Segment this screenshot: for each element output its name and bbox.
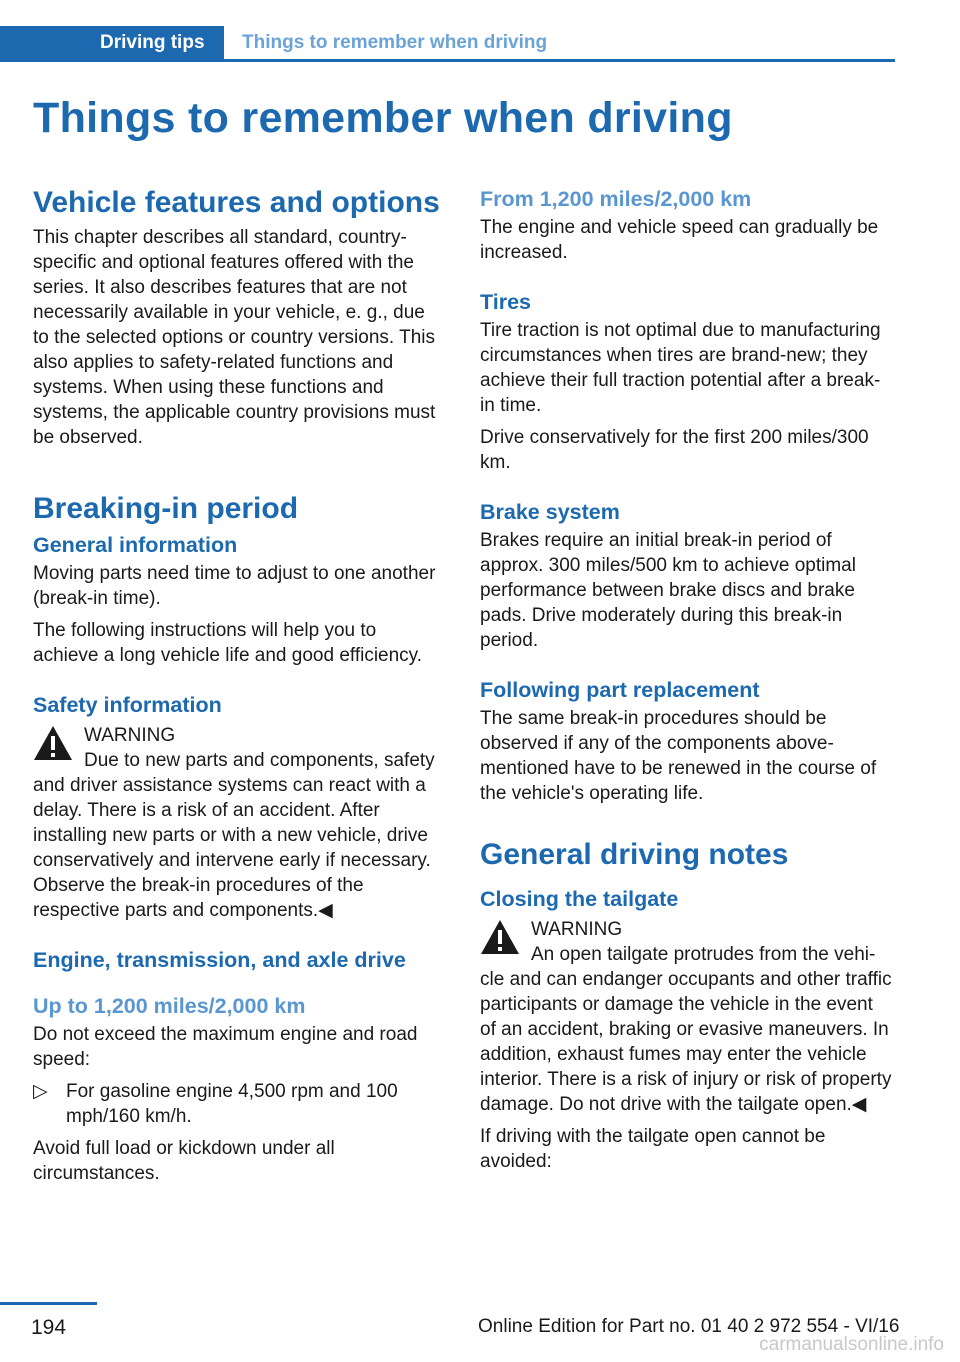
heading-vehicle-features: Vehicle features and options	[33, 186, 440, 219]
heading-breaking-in: Breaking-in period	[33, 492, 299, 525]
warning-lead: An open tailgate protrudes from the vehi-	[531, 944, 876, 965]
header-rule	[0, 59, 895, 62]
heading-closing-tailgate: Closing the tailgate	[480, 887, 679, 911]
heading-brake-system: Brake system	[480, 500, 620, 524]
warning-triangle-icon	[33, 725, 73, 761]
warning-lead: Due to new parts and components,	[84, 750, 379, 771]
left-column	[33, 185, 445, 1193]
footer-rule	[0, 1302, 97, 1305]
heading-tires: Tires	[480, 290, 531, 314]
heading-safety-information: Safety information	[33, 693, 222, 717]
warning-triangle-icon	[480, 919, 520, 955]
heading-general-driving-notes: General driving notes	[480, 838, 789, 871]
warning-label: WARNING	[84, 725, 176, 746]
warning-label: WARNING	[531, 919, 623, 940]
warning-text	[33, 748, 445, 923]
edition-text: Online Edition for Part no. 01 40 2 972 554 - VI/16	[478, 1316, 900, 1337]
right-column	[480, 185, 892, 1181]
header-section-tab[interactable]: Driving tips	[0, 26, 224, 62]
header-topic-tab[interactable]: Things to remember when driving	[242, 32, 548, 53]
bullet-arrow-icon: ▷	[33, 1081, 48, 1102]
warning-text	[480, 942, 892, 1117]
page-number: 194	[31, 1316, 67, 1339]
general-info-text-1: Moving parts need time to adjust to one another (break-in time).	[33, 563, 436, 609]
up-to-text: Do not exceed the maximum engine and road speed:	[33, 1024, 418, 1070]
vehicle-features-text: This chapter describes all standard, country-specific and optional features offered with the series. It also describes features that are not necessarily available in your vehicle, e. g., due to the selected options or country versions. This also applies to safety-related functions and systems. When using these functions and systems, the applicable country provisions must be observed.	[33, 227, 436, 448]
heading-general-information: General information	[33, 533, 238, 557]
if-driving-text: If driving with the tailgate open cannot be avoided:	[480, 1126, 826, 1172]
warning-rest: cle and can endanger occupants and other traffic participants or damage the vehicle in the event of an accident, braking or evasive maneuvers. In addition, exhaust fumes may enter the vehicle interior. There is a risk of injury or risk of property damage. Do not drive with the tailgate open.◀	[480, 969, 892, 1115]
heading-part-replacement: Following part replacement	[480, 678, 760, 702]
warning-box-tailgate	[480, 917, 892, 1117]
part-replacement-text: The same break-in procedures should be observed if any of the components above-mentioned have to be renewed in the course of the vehicle's operating life.	[480, 708, 877, 804]
warning-rest: safety and driver assistance systems can react with a delay. There is a risk of an accident. After installing new parts or with a new vehicle, drive conservatively and intervene early if necessary. Observe the break-in procedures of the respective parts and components.◀	[33, 750, 435, 921]
page-title: Things to remember when driving	[33, 94, 733, 142]
from-text: The engine and vehicle speed can gradually be increased.	[480, 217, 879, 263]
tires-text-1: Tire traction is not optimal due to manufacturing circumstances when tires are brand-new; they achieve their full traction potential after a break-in time.	[480, 320, 881, 416]
list-item	[33, 1079, 445, 1129]
bullet-text: For gasoline engine 4,500 rpm and 100 mph/160 km/h.	[66, 1081, 398, 1127]
heading-engine-transmission: Engine, transmission, and axle drive	[33, 948, 406, 972]
warning-box-breakin	[33, 723, 445, 923]
watermark: carmanualsonline.info	[759, 1334, 944, 1355]
tires-text-2: Drive conservatively for the first 200 miles/300 km.	[480, 427, 869, 473]
heading-from-1200: From 1,200 miles/2,000 km	[480, 187, 752, 211]
general-info-text-2: The following instructions will help you to achieve a long vehicle life and good efficiency.	[33, 620, 423, 666]
brake-text: Brakes require an initial break-in period of approx. 300 miles/500 km to achieve optimal performance between brake discs and brake pads. Drive moderately during this break-in period.	[480, 530, 856, 651]
heading-up-to-1200: Up to 1,200 miles/2,000 km	[33, 994, 306, 1018]
avoid-text: Avoid full load or kickdown under all circumstances.	[33, 1138, 335, 1184]
running-header	[0, 26, 895, 62]
